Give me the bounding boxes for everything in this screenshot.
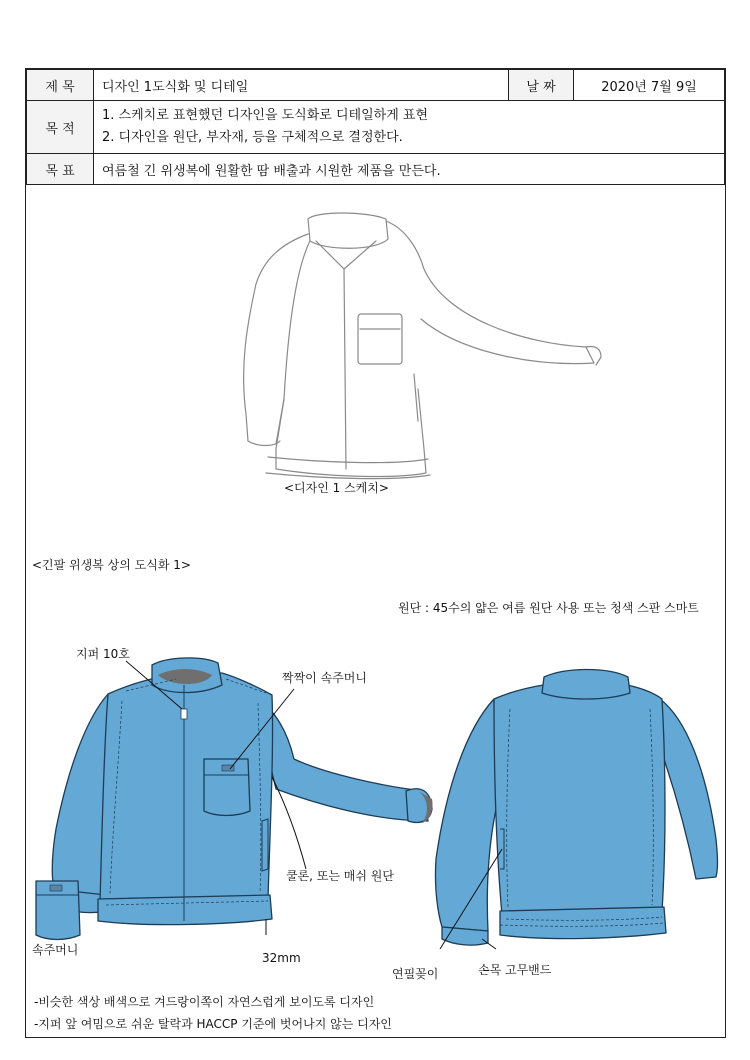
purpose-line-1: 1. 스케치로 표현했던 디자인을 도식화로 디테일하게 표현 — [102, 108, 429, 123]
note-1: -비슷한 색상 배색으로 겨드랑이쪽이 자연스럽게 보이도록 디자인 — [34, 995, 375, 1009]
back-jacket — [435, 670, 717, 946]
title-label: 제 목 — [27, 70, 94, 101]
label-cuff-band: 손목 고무밴드 — [478, 963, 552, 977]
note-2: -지퍼 앞 여밈으로 쉬운 탈락과 HACCP 기준에 벗어나지 않는 디자인 — [34, 1017, 392, 1031]
label-inner-pocket: 속주머니 — [32, 943, 79, 957]
design-sheet — [25, 68, 726, 1038]
flat-drawings — [26, 69, 725, 1037]
purpose-line-2: 2. 디자인을 원단, 부자재, 등을 구체적으로 결정한다. — [102, 130, 403, 145]
label-zipper: 지퍼 10호 — [76, 647, 130, 661]
title-value: 디자인 1도식화 및 디테일 — [94, 70, 509, 101]
label-pencil-pocket: 연필꽂이 — [392, 967, 439, 981]
fabric-note: 원단 : 45수의 얇은 여름 원단 사용 또는 청색 스판 스마트 — [398, 601, 699, 615]
date-label: 날 짜 — [509, 70, 574, 101]
sketch-caption: <디자인 1 스케치> — [284, 481, 389, 495]
goal-value: 여름철 긴 위생복에 원활한 땀 배출과 시원한 제품을 만든다. — [94, 154, 725, 185]
label-hidden-pocket: 짝짝이 속주머니 — [282, 671, 367, 685]
flat-section-title: <긴팔 위생복 상의 도식화 1> — [32, 558, 191, 572]
front-jacket — [52, 658, 433, 925]
goal-label: 목 표 — [27, 154, 94, 185]
inner-pocket-drawing — [36, 881, 80, 940]
label-mesh: 쿨론, 또는 매쉬 원단 — [286, 869, 394, 883]
date-value: 2020년 7월 9일 — [574, 70, 725, 101]
purpose-label: 목 적 — [27, 101, 94, 154]
label-hem-width: 32mm — [262, 951, 301, 965]
